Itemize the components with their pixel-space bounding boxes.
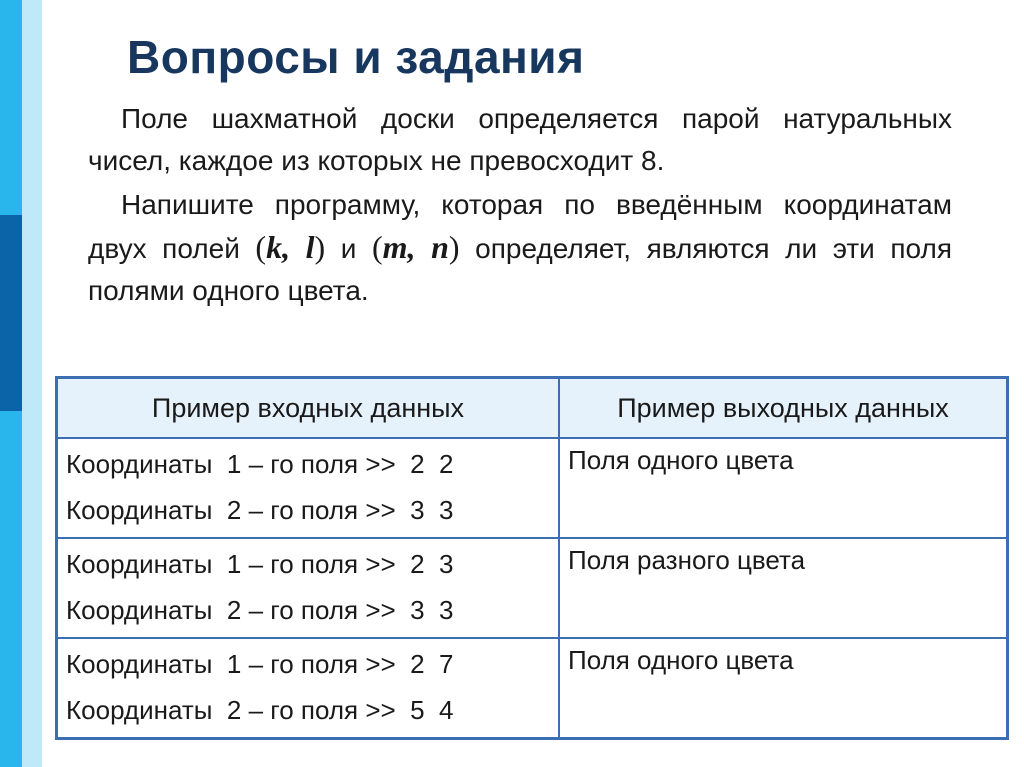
task-paragraph-2-end: определяет, являются ли эти поля полями одного цвета. bbox=[88, 233, 953, 306]
output-cell: Поля разного цвета bbox=[559, 538, 1008, 638]
table-row bbox=[57, 538, 1008, 638]
side-stripe-dark bbox=[0, 215, 22, 411]
examples-table bbox=[55, 376, 1009, 740]
variable-k: k, bbox=[266, 229, 291, 265]
task-text bbox=[88, 98, 952, 312]
variable-m: m, bbox=[382, 229, 416, 265]
input-line-1: Координаты 1 – го поля >> 2 7 bbox=[66, 649, 454, 679]
table-header-row bbox=[57, 378, 1008, 439]
header-output-examples: Пример выходных данных bbox=[559, 378, 1008, 439]
input-line-1: Координаты 1 – го поля >> 2 2 bbox=[66, 449, 454, 479]
table-row bbox=[57, 438, 1008, 538]
header-input-examples: Пример входных данных bbox=[57, 378, 560, 439]
slide-title: Вопросы и задания bbox=[127, 31, 585, 83]
paren-close-2: ) bbox=[448, 229, 460, 265]
paren-open-1: ( bbox=[255, 229, 267, 265]
task-paragraph-1: Поле шахматной доски определяется парой натуральных чисел, каждое из которых не превосходит 8. bbox=[88, 103, 952, 176]
input-cell bbox=[57, 538, 560, 638]
input-line-2: Координаты 2 – го поля >> 5 4 bbox=[66, 695, 454, 725]
paren-close-1: ) bbox=[314, 229, 326, 265]
output-cell: Поля одного цвета bbox=[559, 638, 1008, 739]
table-row bbox=[57, 638, 1008, 739]
word-and: и bbox=[340, 233, 357, 264]
side-stripe-pale bbox=[22, 0, 42, 767]
task-paragraph-2-start: Напишите программу, которая по введённым координатам двух полей bbox=[88, 189, 952, 264]
output-cell: Поля одного цвета bbox=[559, 438, 1008, 538]
slide-side-decoration bbox=[0, 0, 42, 767]
variable-n: n bbox=[431, 229, 449, 265]
input-line-2: Координаты 2 – го поля >> 3 3 bbox=[66, 495, 454, 525]
variable-l: l bbox=[305, 229, 315, 265]
input-cell bbox=[57, 638, 560, 739]
input-line-1: Координаты 1 – го поля >> 2 3 bbox=[66, 549, 454, 579]
input-line-2: Координаты 2 – го поля >> 3 3 bbox=[66, 595, 454, 625]
input-cell bbox=[57, 438, 560, 538]
task-paragraph-2 bbox=[88, 184, 952, 312]
paren-open-2: ( bbox=[372, 229, 383, 265]
